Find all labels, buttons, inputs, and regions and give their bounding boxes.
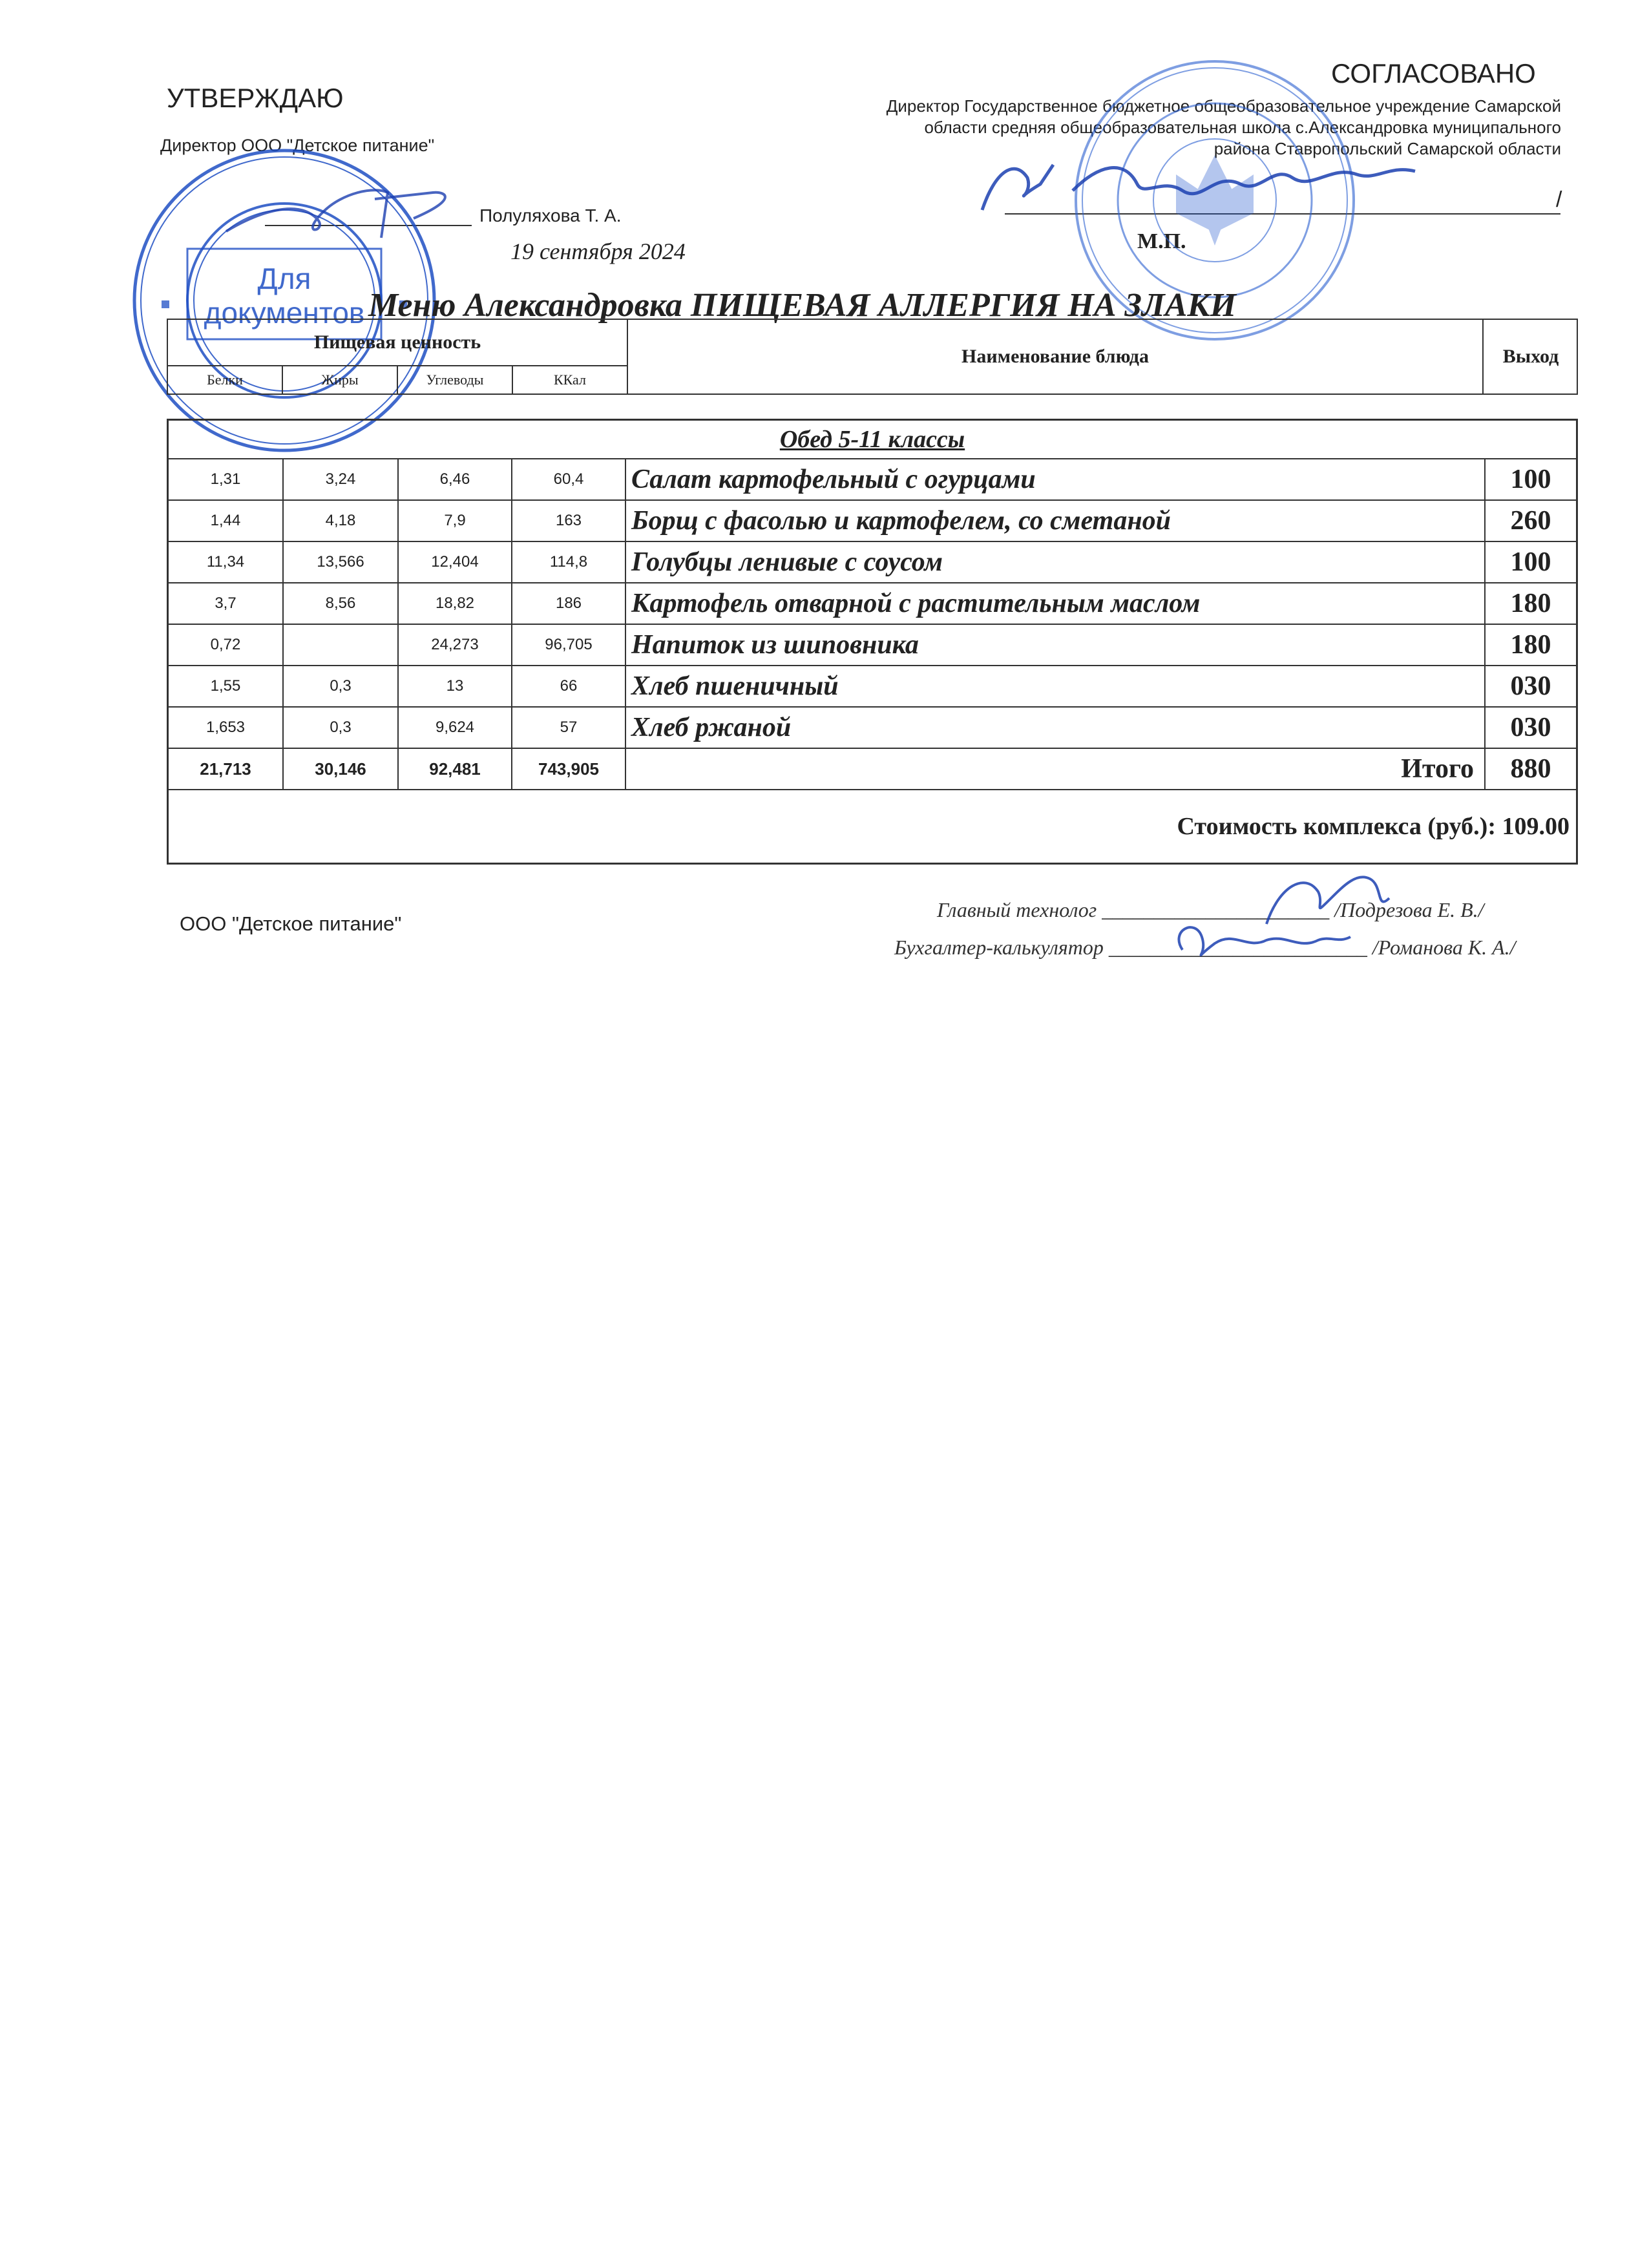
kcal-cell: 96,705 <box>512 625 626 665</box>
table-row <box>169 501 1576 542</box>
table-row <box>169 583 1576 625</box>
dish-cell: Напиток из шиповника <box>626 625 1486 665</box>
total-row <box>169 749 1576 790</box>
output-cell: 030 <box>1510 713 1551 742</box>
output-cell: 180 <box>1510 630 1551 660</box>
agreed-position-line: Директор Государственное бюджетное общеобразовательное учреждение Самарской <box>886 96 1561 116</box>
protein-total: 21,713 <box>169 749 284 789</box>
menu-table <box>167 419 1578 865</box>
section-title: Обед 5-11 классы <box>169 421 1576 459</box>
dish-cell: Хлеб пшеничный <box>626 666 1486 706</box>
approve-position: Директор ООО "Детское питание" <box>160 136 435 155</box>
table-row <box>169 459 1576 501</box>
table-row <box>169 542 1576 583</box>
agreed-signature <box>969 139 1434 229</box>
carbs-cell: 13 <box>399 666 512 706</box>
kcal-cell: 57 <box>512 708 626 748</box>
fat-cell: 3,24 <box>284 459 399 499</box>
carbs-cell: 18,82 <box>399 583 512 624</box>
kcal-cell: 186 <box>512 583 626 624</box>
menu-title: Меню Александровка ПИЩЕВАЯ АЛЛЕРГИЯ НА ЗЛАКИ <box>368 287 1237 324</box>
output-cell: 260 <box>1510 506 1551 536</box>
agreed-position-line: района Ставропольский Самарской области <box>1213 139 1561 158</box>
protein-cell: 11,34 <box>169 542 284 582</box>
fat-cell: 0,3 <box>284 666 399 706</box>
carbs-cell: 6,46 <box>399 459 512 499</box>
fat-total: 30,146 <box>284 749 399 789</box>
carbs-header: Углеводы <box>398 366 513 394</box>
protein-cell: 1,653 <box>169 708 284 748</box>
protein-cell: 0,72 <box>169 625 284 665</box>
output-total: 880 <box>1510 754 1551 784</box>
footer-organization: ООО "Детское питание" <box>180 912 402 935</box>
approve-name: Полуляхова Т. А. <box>479 205 622 226</box>
fat-cell: 4,18 <box>284 501 399 541</box>
table-row <box>169 666 1576 708</box>
table-header <box>167 319 1578 395</box>
kcal-cell: 163 <box>512 501 626 541</box>
kcal-cell: 60,4 <box>512 459 626 499</box>
agreed-title: СОГЛАСОВАНО <box>1331 58 1536 89</box>
dish-cell: Борщ с фасолью и картофелем, со сметаной <box>626 501 1486 541</box>
protein-cell: 3,7 <box>169 583 284 624</box>
output-cell: 100 <box>1510 465 1551 494</box>
table-row <box>169 708 1576 749</box>
output-cell: 030 <box>1510 671 1551 701</box>
kcal-total: 743,905 <box>512 749 626 789</box>
agreed-slash: / <box>1556 187 1562 212</box>
carbs-cell: 9,624 <box>399 708 512 748</box>
stamp-text: документов <box>204 296 365 330</box>
fat-cell: 13,566 <box>284 542 399 582</box>
carbs-cell: 12,404 <box>399 542 512 582</box>
protein-cell: 1,44 <box>169 501 284 541</box>
accountant-signature <box>1163 905 1357 976</box>
fat-cell <box>284 625 399 665</box>
output-cell: 100 <box>1510 547 1551 577</box>
kcal-cell: 114,8 <box>512 542 626 582</box>
total-label: Итого <box>626 749 1486 789</box>
carbs-total: 92,481 <box>399 749 512 789</box>
dish-name-header: Наименование блюда <box>628 320 1484 394</box>
output-cell: 180 <box>1510 589 1551 618</box>
fat-cell: 8,56 <box>284 583 399 624</box>
stamp-text: Для <box>257 262 311 295</box>
approve-signature <box>220 173 478 251</box>
dish-cell: Хлеб ржаной <box>626 708 1486 748</box>
dish-cell: Голубцы ленивые с соусом <box>626 542 1486 582</box>
agreed-position-line: области средняя общеобразовательная школа с.Александровка муниципального <box>924 118 1561 137</box>
fat-cell: 0,3 <box>284 708 399 748</box>
kcal-cell: 66 <box>512 666 626 706</box>
complex-cost: Стоимость комплекса (руб.): 109.00 <box>1177 813 1570 840</box>
protein-cell: 1,55 <box>169 666 284 706</box>
stamp-place-label: М.П. <box>1137 229 1186 253</box>
kcal-header: ККал <box>513 366 628 394</box>
approve-date: 19 сентября 2024 <box>510 238 686 264</box>
output-header: Выход <box>1502 346 1559 367</box>
protein-header: Белки <box>168 366 283 394</box>
approve-title: УТВЕРЖДАЮ <box>167 83 344 113</box>
nutrition-header: Пищевая ценность <box>168 320 628 366</box>
carbs-cell: 24,273 <box>399 625 512 665</box>
carbs-cell: 7,9 <box>399 501 512 541</box>
dish-cell: Картофель отварной с растительным маслом <box>626 583 1486 624</box>
accountant-line: Бухгалтер-калькулятор _________________________ /Романова К. А./ <box>894 936 1516 959</box>
protein-cell: 1,31 <box>169 459 284 499</box>
dish-cell: Салат картофельный с огурцами <box>626 459 1486 499</box>
chief-technologist-line: Главный технолог ______________________ /Подрезова Е. В./ <box>937 898 1484 921</box>
fat-header: Жиры <box>283 366 398 394</box>
table-row <box>169 625 1576 666</box>
